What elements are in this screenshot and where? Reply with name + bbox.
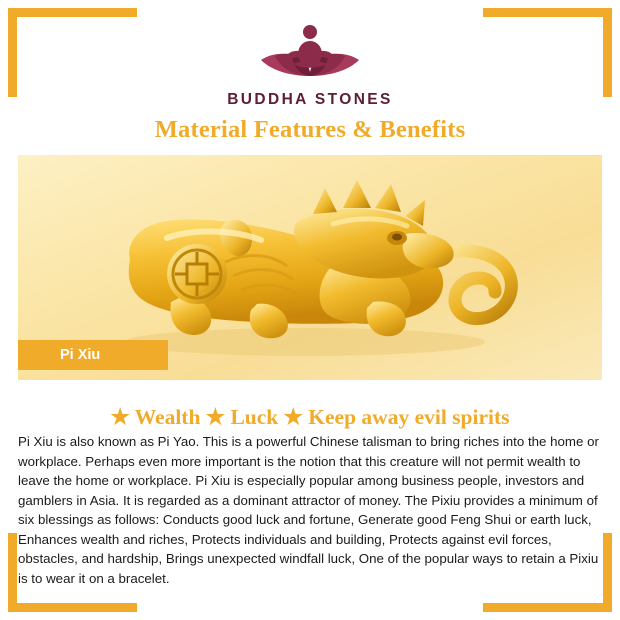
page-title: Material Features & Benefits [154, 116, 466, 143]
photo-caption-tag [18, 340, 168, 370]
photo-caption-label: Pi Xiu [60, 347, 101, 363]
description-paragraph: Pi Xiu is also known as Pi Yao. This is a powerful Chinese talisman to bring riches into the home or workplace. Perhaps even more important is the notion that this creature will not permit wealth to leave the home or workplace. Pi Xiu is especially popular among business people, investors and gamblers in Asia. It is regarded as a dominant attractor of money. The Pixiu provides a minimum of six blessings as follows: Conducts good luck and fortune, Generate good Feng Shui or earth luck, Enhances wealth and riches, Protects individuals and building, Protects against evil forces, obstacles, and hardship, Brings unexpected windfall luck, One of the popular ways to retain a Pixiu is to wear it on a bracelet. [18, 434, 599, 586]
brand-header [0, 20, 620, 109]
brand-name: BUDDHA STONES [227, 91, 393, 108]
section-title-banner [108, 110, 512, 150]
benefits-headline: ★ Wealth ★ Luck ★ Keep away evil spirits [110, 405, 510, 429]
lotus-meditation-icon [0, 20, 620, 87]
